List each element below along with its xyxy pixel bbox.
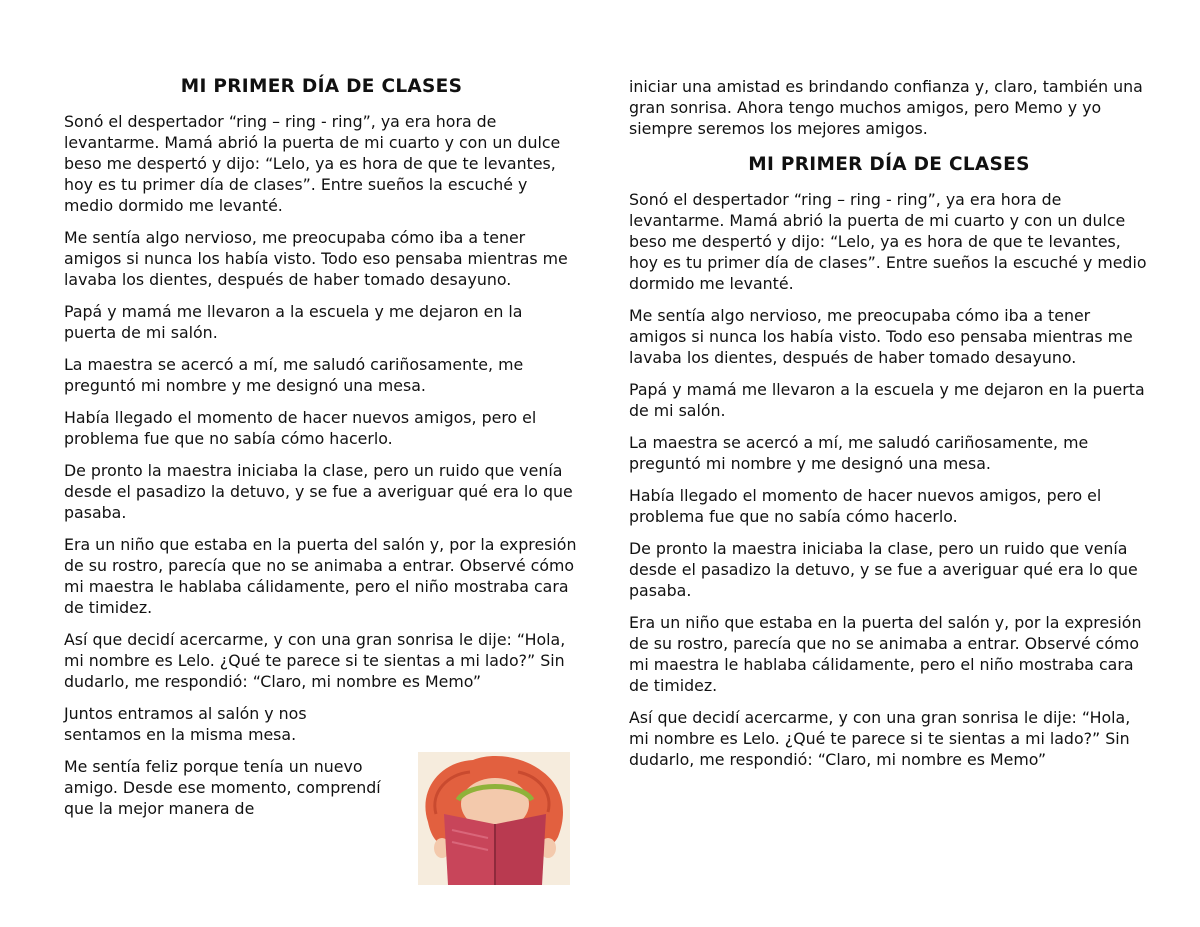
paragraph: Papá y mamá me llevaron a la escuela y me dejaron en la puerta de mi salón. <box>629 380 1145 420</box>
paragraph: Había llegado el momento de hacer nuevos amigos, pero el problema fue que no sabía cómo hacerlo. <box>64 408 537 448</box>
page-title-right: MI PRIMER DÍA DE CLASES <box>748 154 1030 175</box>
paragraph: De pronto la maestra iniciaba la clase, pero un ruido que venía desde el pasadizo la detuvo, y se fue a averiguar qué era lo que pasaba. <box>64 461 573 522</box>
left-column <box>64 76 579 830</box>
paragraph: Así que decidí acercarme, y con una gran sonrisa le dije: “Hola, mi nombre es Lelo. ¿Qué te parece si te sientas a mi lado?” Sin dudarlo, me respondió: “Claro, mi nombre es Memo” <box>629 708 1131 769</box>
paragraph: Papá y mamá me llevaron a la escuela y me dejaron en la puerta de mi salón. <box>64 302 523 342</box>
child-reading-book-icon <box>418 752 570 885</box>
right-column <box>629 76 1149 781</box>
paragraph: Era un niño que estaba en la puerta del salón y, por la expresión de su rostro, parecía que no se animaba a entrar. Observé cómo mi maestra le hablaba cálidamente, pero el niño mostraba cara de timidez. <box>629 613 1142 695</box>
paragraph: Sonó el despertador “ring – ring - ring”, ya era hora de levantarme. Mamá abrió la puerta de mi cuarto y con un dulce beso me despertó y dijo: “Lelo, ya es hora de que te levantes, hoy es tu primer día de clases”. Entre sueños la escuché y medio dormido me levanté. <box>64 112 561 215</box>
paragraph: Me sentía algo nervioso, me preocupaba cómo iba a tener amigos si nunca los había visto. Todo eso pensaba mientras me lavaba los dientes, después de haber tomado desayuno. <box>629 306 1133 367</box>
paragraph: Sonó el despertador “ring – ring - ring”, ya era hora de levantarme. Mamá abrió la puerta de mi cuarto y con un dulce beso me despertó y dijo: “Lelo, ya es hora de que te levantes, hoy es tu primer día de clases”. Entre sueños la escuché y medio dormido me levanté. <box>629 190 1147 293</box>
paragraph-beside-image: Me sentía feliz porque tenía un nuevo amigo. Desde ese momento, comprendí que la mejor manera de <box>64 757 381 818</box>
paragraph: De pronto la maestra iniciaba la clase, pero un ruido que venía desde el pasadizo la detuvo, y se fue a averiguar qué era lo que pasaba. <box>629 539 1138 600</box>
paragraph: Era un niño que estaba en la puerta del salón y, por la expresión de su rostro, parecía que no se animaba a entrar. Observé cómo mi maestra le hablaba cálidamente, pero el niño mostraba cara de timidez. <box>64 535 577 617</box>
paragraph: Había llegado el momento de hacer nuevos amigos, pero el problema fue que no sabía cómo hacerlo. <box>629 486 1102 526</box>
continuation-paragraph: iniciar una amistad es brindando confianza y, claro, también una gran sonrisa. Ahora tengo muchos amigos, pero Memo y yo siempre seremos los mejores amigos. <box>629 77 1143 138</box>
illustration <box>418 752 570 885</box>
paragraph: Me sentía algo nervioso, me preocupaba cómo iba a tener amigos si nunca los había visto. Todo eso pensaba mientras me lavaba los dientes, después de haber tomado desayuno. <box>64 228 568 289</box>
paragraph: La maestra se acercó a mí, me saludó cariñosamente, me preguntó mi nombre y me designó una mesa. <box>629 433 1089 473</box>
paragraph: Así que decidí acercarme, y con una gran sonrisa le dije: “Hola, mi nombre es Lelo. ¿Qué te parece si te sientas a mi lado?” Sin dudarlo, me respondió: “Claro, mi nombre es Memo” <box>64 630 566 691</box>
paragraph: La maestra se acercó a mí, me saludó cariñosamente, me preguntó mi nombre y me designó una mesa. <box>64 355 524 395</box>
page-title-left: MI PRIMER DÍA DE CLASES <box>180 76 463 97</box>
paragraph-beside-image: Juntos entramos al salón y nos sentamos en la misma mesa. <box>64 704 307 744</box>
